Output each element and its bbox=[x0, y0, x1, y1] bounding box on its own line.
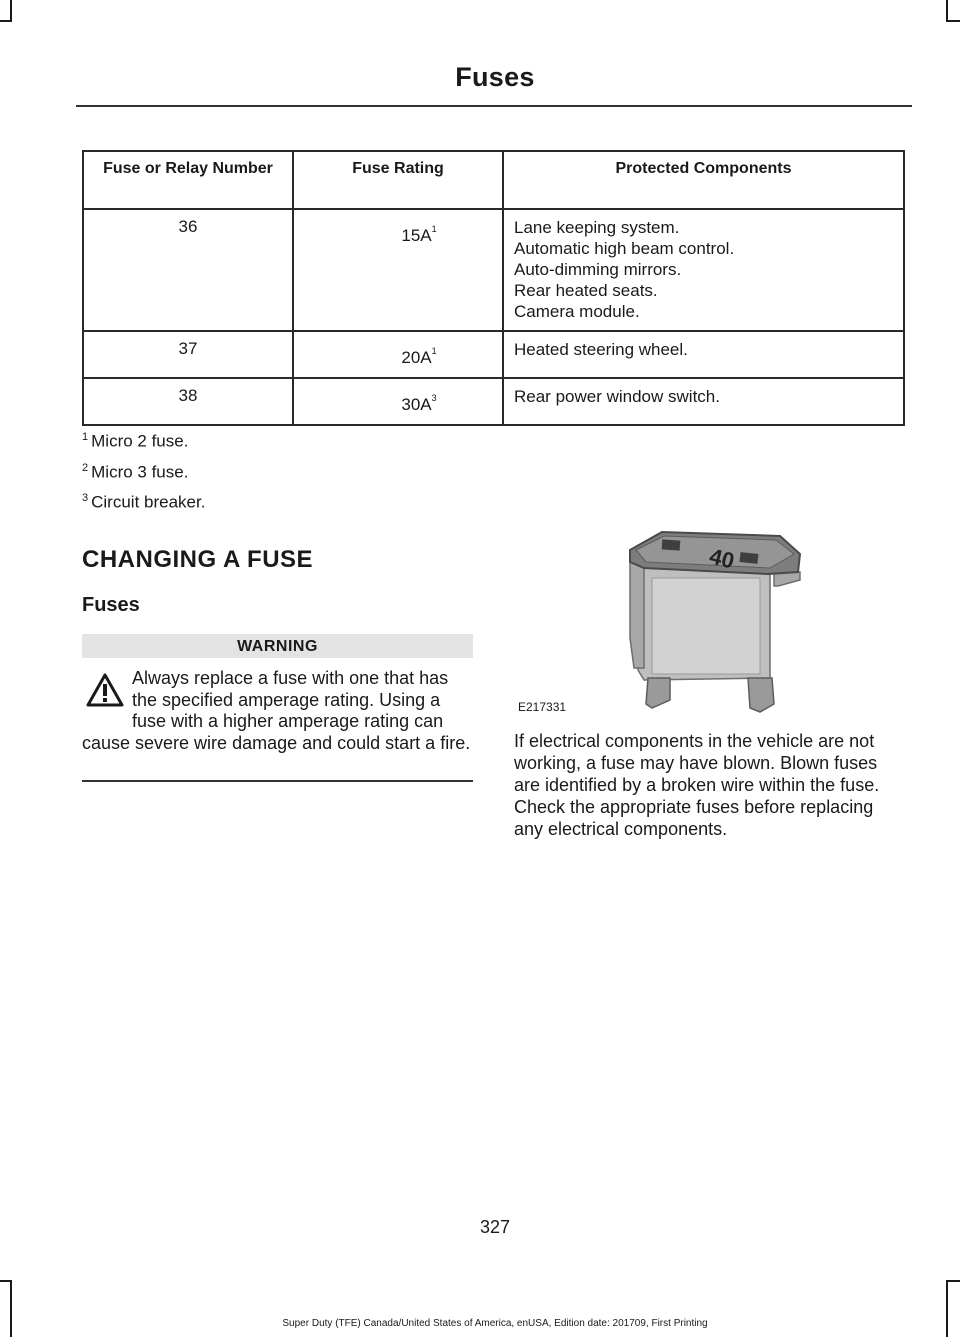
title-divider bbox=[76, 105, 912, 107]
fuse-marking: 40 bbox=[707, 543, 737, 574]
crop-mark bbox=[946, 1280, 960, 1282]
protected-components bbox=[503, 331, 904, 378]
fuse-table bbox=[82, 150, 905, 426]
section-subheading: Fuses bbox=[82, 594, 140, 616]
rating-value: 15A bbox=[401, 226, 432, 245]
component-item: Camera module. bbox=[514, 302, 640, 321]
fuse-illustration bbox=[512, 528, 812, 718]
rating-value: 20A bbox=[401, 348, 432, 367]
fuse-number: 37 bbox=[83, 331, 293, 378]
rating-value: 30A bbox=[401, 395, 432, 414]
component-item: Auto-dimming mirrors. bbox=[514, 260, 682, 279]
table-header-row bbox=[83, 151, 904, 209]
edition-footer: Super Duty (TFE) Canada/United States of America, enUSA, Edition date: 201709, First Printing bbox=[282, 1318, 708, 1329]
footnote-text: Circuit breaker. bbox=[91, 492, 206, 512]
table-row bbox=[83, 331, 904, 378]
footnote-text: Micro 3 fuse. bbox=[91, 462, 189, 482]
footnote-mark: 1 bbox=[82, 431, 89, 443]
crop-mark bbox=[10, 0, 12, 22]
footnote-mark: 3 bbox=[82, 492, 89, 505]
component-item: Rear heated seats. bbox=[514, 281, 658, 300]
component-item: Lane keeping system. bbox=[514, 218, 680, 237]
figure-code: E217331 bbox=[518, 700, 567, 714]
protected-components bbox=[503, 209, 904, 331]
table-row bbox=[83, 378, 904, 425]
crop-mark bbox=[0, 1280, 12, 1282]
protected-components bbox=[503, 378, 904, 425]
page-title: Fuses bbox=[455, 62, 535, 92]
crop-mark bbox=[946, 20, 960, 22]
warning-label: WARNING bbox=[82, 634, 473, 658]
page-number: 327 bbox=[479, 1217, 511, 1237]
footnote-ref: 1 bbox=[431, 224, 437, 235]
fuse-number: 36 bbox=[83, 209, 293, 331]
fuse-rating bbox=[293, 209, 503, 331]
footnote-ref: 1 bbox=[431, 346, 437, 357]
section-heading: CHANGING A FUSE bbox=[82, 546, 314, 573]
footnote bbox=[82, 424, 205, 455]
warning-divider bbox=[82, 780, 473, 782]
footnote bbox=[82, 485, 205, 516]
fuse-rating bbox=[293, 378, 503, 425]
footnotes bbox=[82, 424, 205, 516]
fuse-rating bbox=[293, 331, 503, 378]
column-header-number: Fuse or Relay Number bbox=[83, 151, 293, 209]
footnote-text: Micro 2 fuse. bbox=[91, 431, 189, 451]
footnote-mark: 2 bbox=[82, 461, 89, 474]
fuse-number: 38 bbox=[83, 378, 293, 425]
warning-text-block bbox=[82, 668, 475, 754]
column-header-components: Protected Components bbox=[503, 151, 904, 209]
warning-text: Always replace a fuse with one that has the specified amperage rating. Using a fuse with a higher amperage rating can cause severe wire damage and could start a fire. bbox=[82, 668, 471, 753]
column-header-rating: Fuse Rating bbox=[293, 151, 503, 209]
footnote-ref: 3 bbox=[431, 393, 437, 404]
footnote bbox=[82, 455, 205, 486]
component-item: Heated steering wheel. bbox=[514, 340, 688, 359]
table-row bbox=[83, 209, 904, 331]
component-item: Rear power window switch. bbox=[514, 387, 720, 406]
crop-mark bbox=[0, 20, 12, 22]
body-paragraph: If electrical components in the vehicle are not working, a fuse may have blown. Blown fuses are identified by a broken wire within the fuse. Check the appropriate fuses before replacing any electrical components. bbox=[514, 731, 880, 839]
component-item: Automatic high beam control. bbox=[514, 239, 735, 258]
crop-mark bbox=[946, 0, 948, 22]
